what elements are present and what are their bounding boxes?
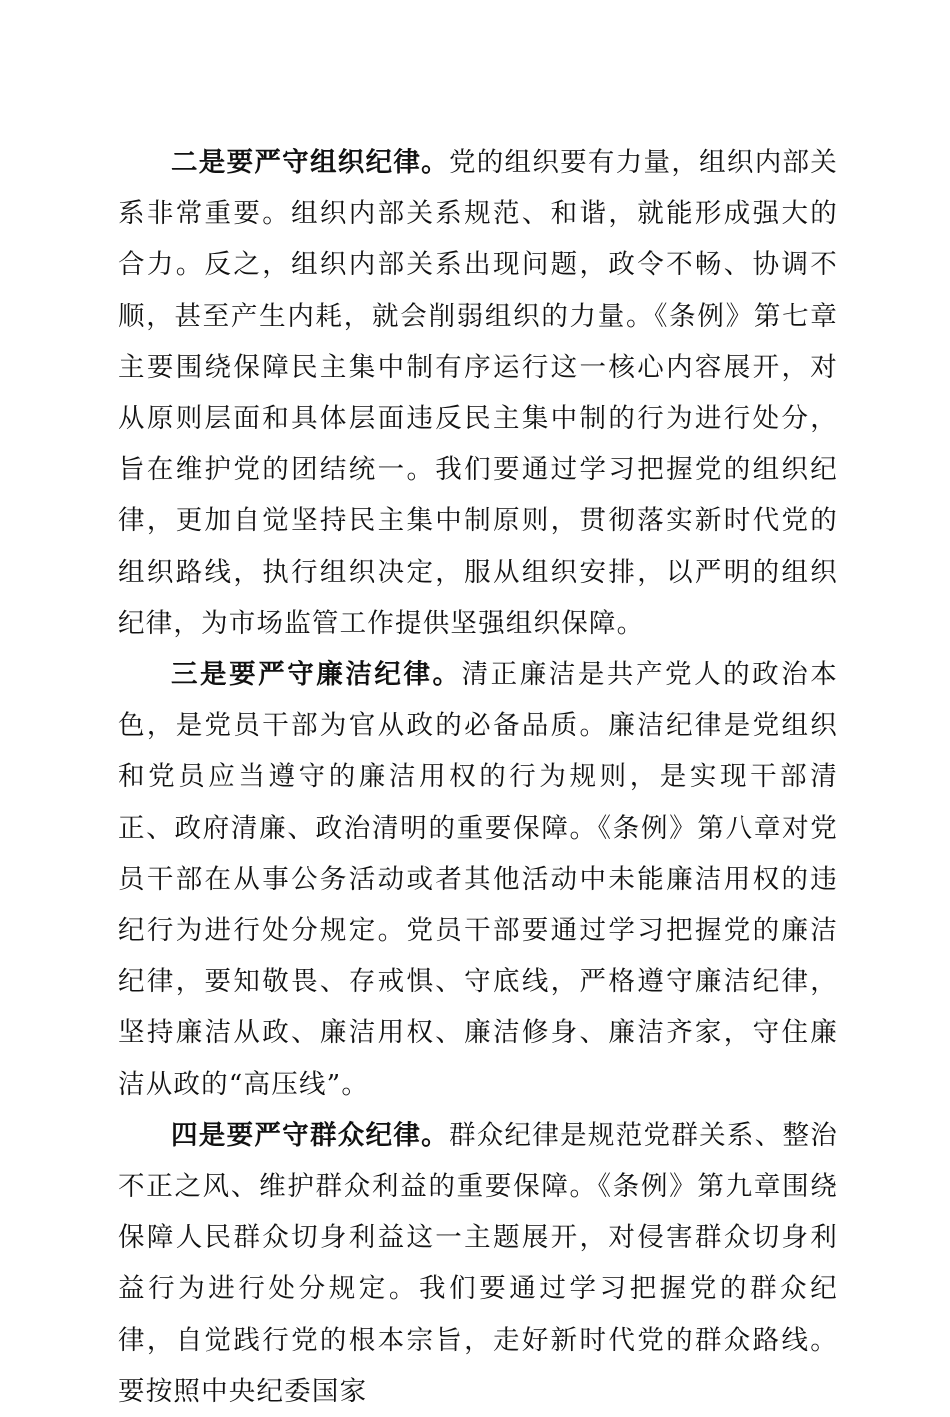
paragraph-text: 党的组织要有力量，组织内部关系非常重要。组织内部关系规范、和谐，就能形成强大的合力。反之，组织内部关系出现问题，政令不畅、协调不顺，甚至产生内耗，就会削弱组织的力量。《条例》第七章主要围绕保障民主集中制有序运行这一核心内容展开，对从原则层面和具体层面违反民主集中制的行为进行处分，旨在维护党的团结统一。我们要通过学习把握党的组织纪律，更加自觉坚持民主集中制原则，贯彻落实新时代党的组织路线，执行组织决定，服从组织安排，以严明的组织纪律，为市场监管工作提供坚强组织保障。	[118, 147, 838, 639]
paragraph-organizational-discipline	[118, 137, 838, 649]
paragraph-heading: 四是要严守群众纪律。	[171, 1119, 449, 1151]
paragraph-heading: 二是要严守组织纪律。	[171, 147, 449, 178]
paragraph-heading: 三是要严守廉洁纪律。	[171, 659, 462, 691]
paragraph-integrity-discipline	[118, 649, 838, 1110]
paragraph-text: 群众纪律是规范党群关系、整治不正之风、维护群众利益的重要保障。《条例》第九章围绕保障人民群众切身利益这一主题展开，对侵害群众切身利益行为进行处分规定。我们要通过学习把握党的群众纪律，自觉践行党的根本宗旨，走好新时代党的群众路线。要按照中央纪委国家	[118, 1119, 838, 1407]
paragraph-mass-discipline	[118, 1110, 838, 1417]
paragraph-text: 清正廉洁是共产党人的政治本色，是党员干部为官从政的必备品质。廉洁纪律是党组织和党员应当遵守的廉洁用权的行为规则，是实现干部清正、政府清廉、政治清明的重要保障。《条例》第八章对党员干部在从事公务活动或者其他活动中未能廉洁用权的违纪行为进行处分规定。党员干部要通过学习把握党的廉洁纪律，要知敬畏、存戒惧、守底线，严格遵守廉洁纪律，坚持廉洁从政、廉洁用权、廉洁修身、廉洁齐家，守住廉洁从政的“高压线”。	[118, 659, 838, 1100]
document-body	[118, 137, 838, 1417]
